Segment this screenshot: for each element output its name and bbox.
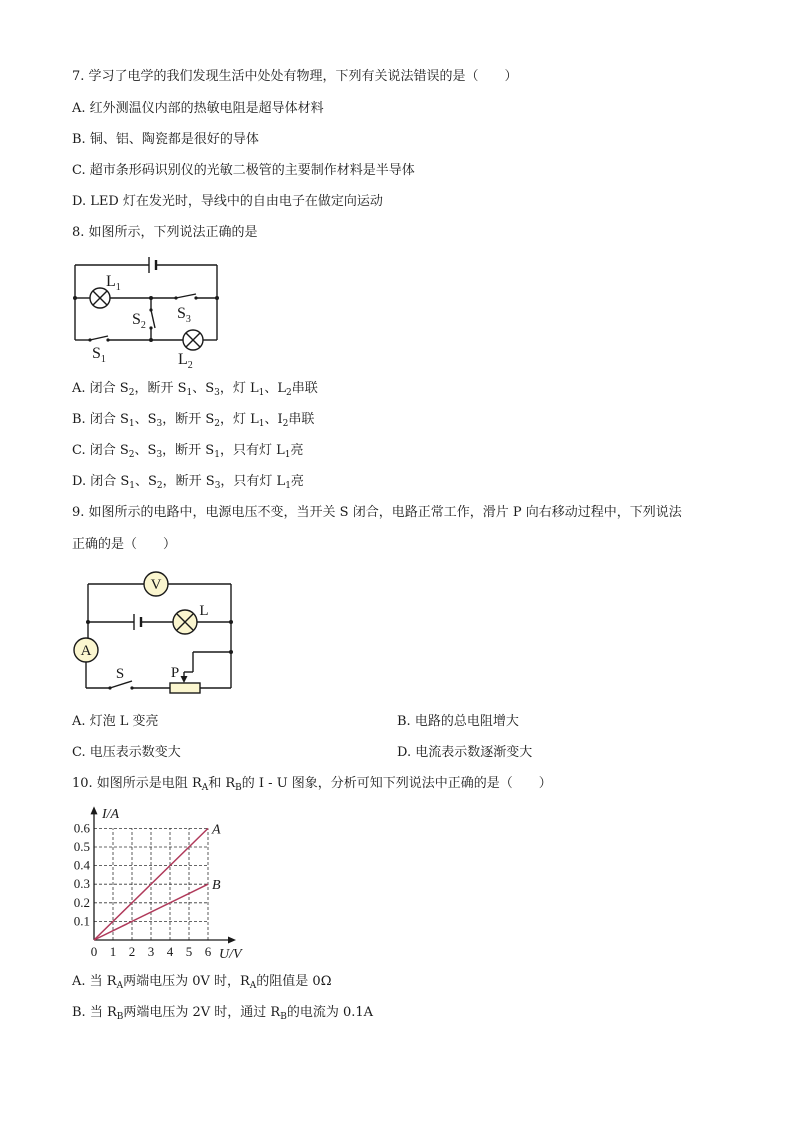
q7-option-d: D. LED 灯在发光时，导线中的自由电子在做定向运动 — [72, 194, 383, 209]
l1-subscript: 1 — [115, 282, 121, 293]
x-tick-label: 4 — [166, 944, 174, 959]
svg-text:S3 — [177, 305, 191, 325]
x-tick-label: 3 — [147, 944, 155, 959]
q7-option-a: A. 红外测温仪内部的热敏电阻是超导体材料 — [72, 101, 324, 116]
s1-label: S — [92, 345, 101, 362]
ammeter-label: A — [80, 643, 92, 659]
q10-option-a: A. 当 $R_A$两端电压为 0V 时，$R_A$的阻值是 0Ω — [72, 974, 332, 991]
svg-text:S2 — [132, 311, 146, 331]
l1-label: L — [106, 273, 116, 290]
x-axis-label: U/V — [219, 947, 242, 962]
q10-iu-chart — [66, 800, 256, 965]
l2-label: L — [178, 351, 188, 368]
y-tick-label: 0.5 — [73, 839, 90, 854]
q9-option-a: A. 灯泡 L 变亮 — [72, 714, 159, 729]
q9-option-b: B. 电路的总电阻增大 — [397, 714, 519, 729]
lamp-label: L — [199, 603, 209, 619]
s3-label: S — [177, 305, 186, 322]
series-label-b: B — [212, 878, 221, 894]
l2-subscript: 2 — [187, 360, 193, 370]
s3-subscript: 3 — [185, 314, 191, 325]
svg-text:S1 — [92, 345, 106, 365]
q8-stem: 8. 如图所示，下列说法正确的是 — [72, 225, 258, 240]
y-axis-label: I/A — [102, 807, 120, 822]
switch-label: S — [115, 666, 125, 682]
svg-text:L1 — [106, 273, 121, 293]
q8-option-d: D. 闭合 $S_1$、$S_2$，断开 $S_3$，只有灯 $L_1$亮 — [72, 474, 304, 491]
y-tick-label: 0.3 — [73, 876, 90, 892]
slider-label: P — [170, 665, 180, 681]
y-tick-label: 0.1 — [73, 913, 90, 929]
voltmeter-label: V — [150, 577, 162, 593]
q7-stem: 7. 学习了电学的我们发现生活中处处有物理，下列有关说法错误的是（ ） — [72, 69, 518, 84]
q7-option-c: C. 超市条形码识别仪的光敏二极管的主要制作材料是半导体 — [72, 163, 415, 178]
x-tick-label: 6 — [204, 944, 212, 959]
s2-subscript: 2 — [140, 320, 146, 331]
q9-circuit-diagram — [70, 570, 240, 698]
y-tick-label: 0.6 — [73, 820, 90, 836]
q8-option-b: B. 闭合 $S_1$、$S_3$，断开 $S_2$，灯 $L_1$、$I_2$串联 — [72, 412, 315, 429]
x-tick-label: 2 — [128, 944, 136, 959]
q8-circuit-diagram — [66, 250, 226, 370]
y-tick-label: 0.2 — [73, 894, 90, 910]
q9-stem-line1: 9. 如图所示的电路中，电源电压不变，当开关 S 闭合，电路正常工作，滑片 P 向右移动过程中，下列说法 — [72, 505, 682, 520]
q10-stem: 10. 如图所示是电阻 $R_A$和 $R_B$的 I - U 图象，分析可知下列说法中正确的是（ ） — [72, 776, 552, 793]
q9-option-d: D. 电流表示数逐渐变大 — [397, 745, 533, 760]
x-tick-label: 1 — [109, 944, 117, 959]
x-tick-label: 0 — [90, 944, 98, 959]
y-tick-label: 0.4 — [73, 857, 90, 873]
q8-option-a: A. 闭合 $S_2$，断开 $S_1$、$S_3$，灯 $L_1$、$L_2$串联 — [72, 381, 318, 398]
y-axis-arrow — [91, 806, 98, 814]
q10-option-b: B. 当 $R_B$两端电压为 2V 时，通过 $R_B$的电流为 0.1A — [72, 1005, 374, 1022]
svg-text:L2 — [178, 351, 193, 370]
s1-subscript: 1 — [100, 354, 106, 365]
s2-label: S — [132, 311, 141, 328]
x-axis-arrow — [228, 937, 236, 944]
q9-option-c: C. 电压表示数变大 — [72, 745, 181, 760]
series-label-a: A — [212, 822, 221, 838]
q7-option-b: B. 铜、铝、陶瓷都是很好的导体 — [72, 132, 259, 147]
q9-stem-line2: 正确的是（ ） — [72, 537, 177, 552]
q8-option-c: C. 闭合 $S_2$、$S_3$，断开 $S_1$，只有灯 $L_1$亮 — [72, 443, 304, 460]
x-tick-label: 5 — [185, 944, 193, 959]
